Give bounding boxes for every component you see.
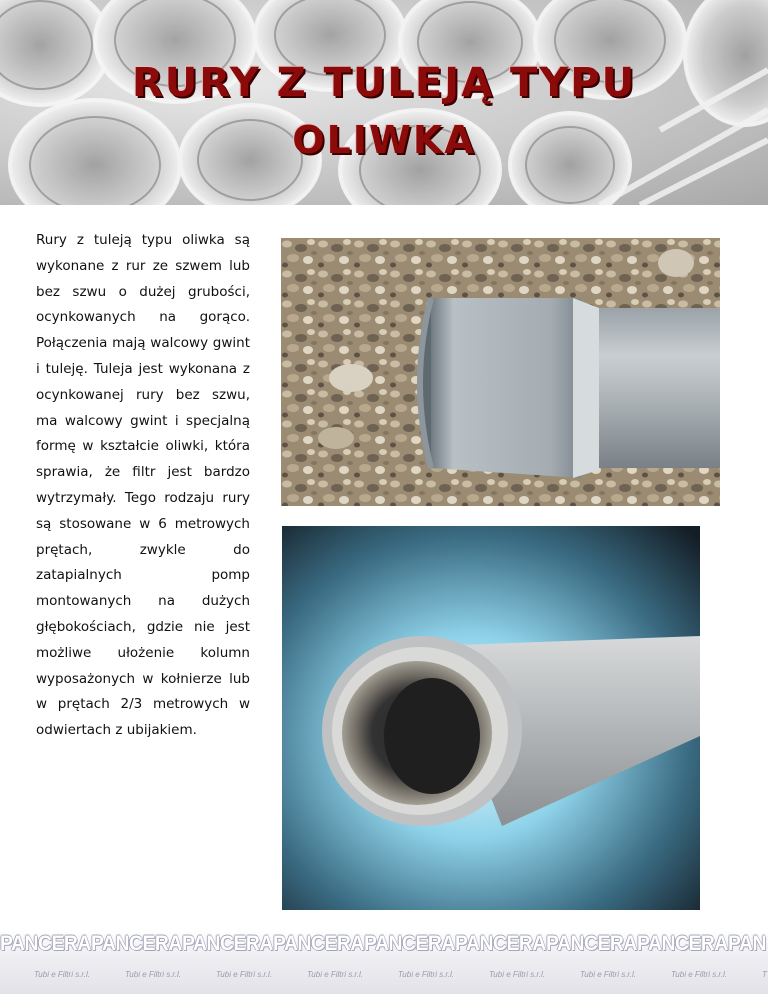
page-title-line1: RURY Z TULEJĄ TYPU (131, 60, 637, 106)
company-subtitle: Tubi e Filtri s.r.l. (307, 970, 364, 979)
pipe-on-gravel-photo (281, 238, 720, 506)
brand-row (0, 932, 768, 956)
company-subtitle-row (34, 962, 768, 981)
company-subtitle: Tubi e Filtri s.r.l. (34, 970, 91, 979)
brand-logo-text: PANCERA (91, 932, 182, 955)
brand-logo-text: PANCERA (182, 932, 273, 955)
threaded-pipe-photo (282, 526, 700, 910)
brand-logo-text: PANCERA (273, 932, 364, 955)
company-subtitle: T (762, 970, 767, 979)
brand-logo-text: PANCERA (546, 932, 637, 955)
brand-logo-text: PANCERA (0, 932, 91, 955)
brand-logo-text: PANCERA (637, 932, 728, 955)
brand-logo-text: PANCERA (455, 932, 546, 955)
company-subtitle: Tubi e Filtri s.r.l. (489, 970, 546, 979)
company-subtitle: Tubi e Filtri s.r.l. (216, 970, 273, 979)
company-subtitle: Tubi e Filtri s.r.l. (671, 970, 728, 979)
company-subtitle: Tubi e Filtri s.r.l. (398, 970, 455, 979)
description-paragraph: Rury z tuleją typu oliwka są wykonane z rur ze szwem lub bez szwu o dużej grubości, ocynkowanych na gorąco. Połączenia mają walcowy gwint i tuleję. Tuleja jest wykonana z ocynkowanej rury bez szwu, ma walcowy gwint i specjalną formę w kształcie oliwki, która sprawia, że filtr jest bardzo wytrzymały. Tego rodzaju rury są stosowane w 6 metrowych prętach, zwykle do zatapialnych pomp montowanych na dużych głębokościach, gdzie nie jest możliwe ułożenie kolumn wyposażonych w kołnierze lub w prętach 2/3 metrowych w odwiertach z ubijakiem. (36, 232, 250, 739)
company-subtitle: Tubi e Filtri s.r.l. (125, 970, 182, 979)
brand-logo-text: PANCERA (364, 932, 455, 955)
company-subtitle: Tubi e Filtri s.r.l. (580, 970, 637, 979)
header-banner (0, 0, 768, 205)
footer-brand-band (0, 930, 768, 994)
brand-logo-text: PAN (728, 932, 766, 955)
page-title-line2: OLIWKA (292, 118, 476, 162)
